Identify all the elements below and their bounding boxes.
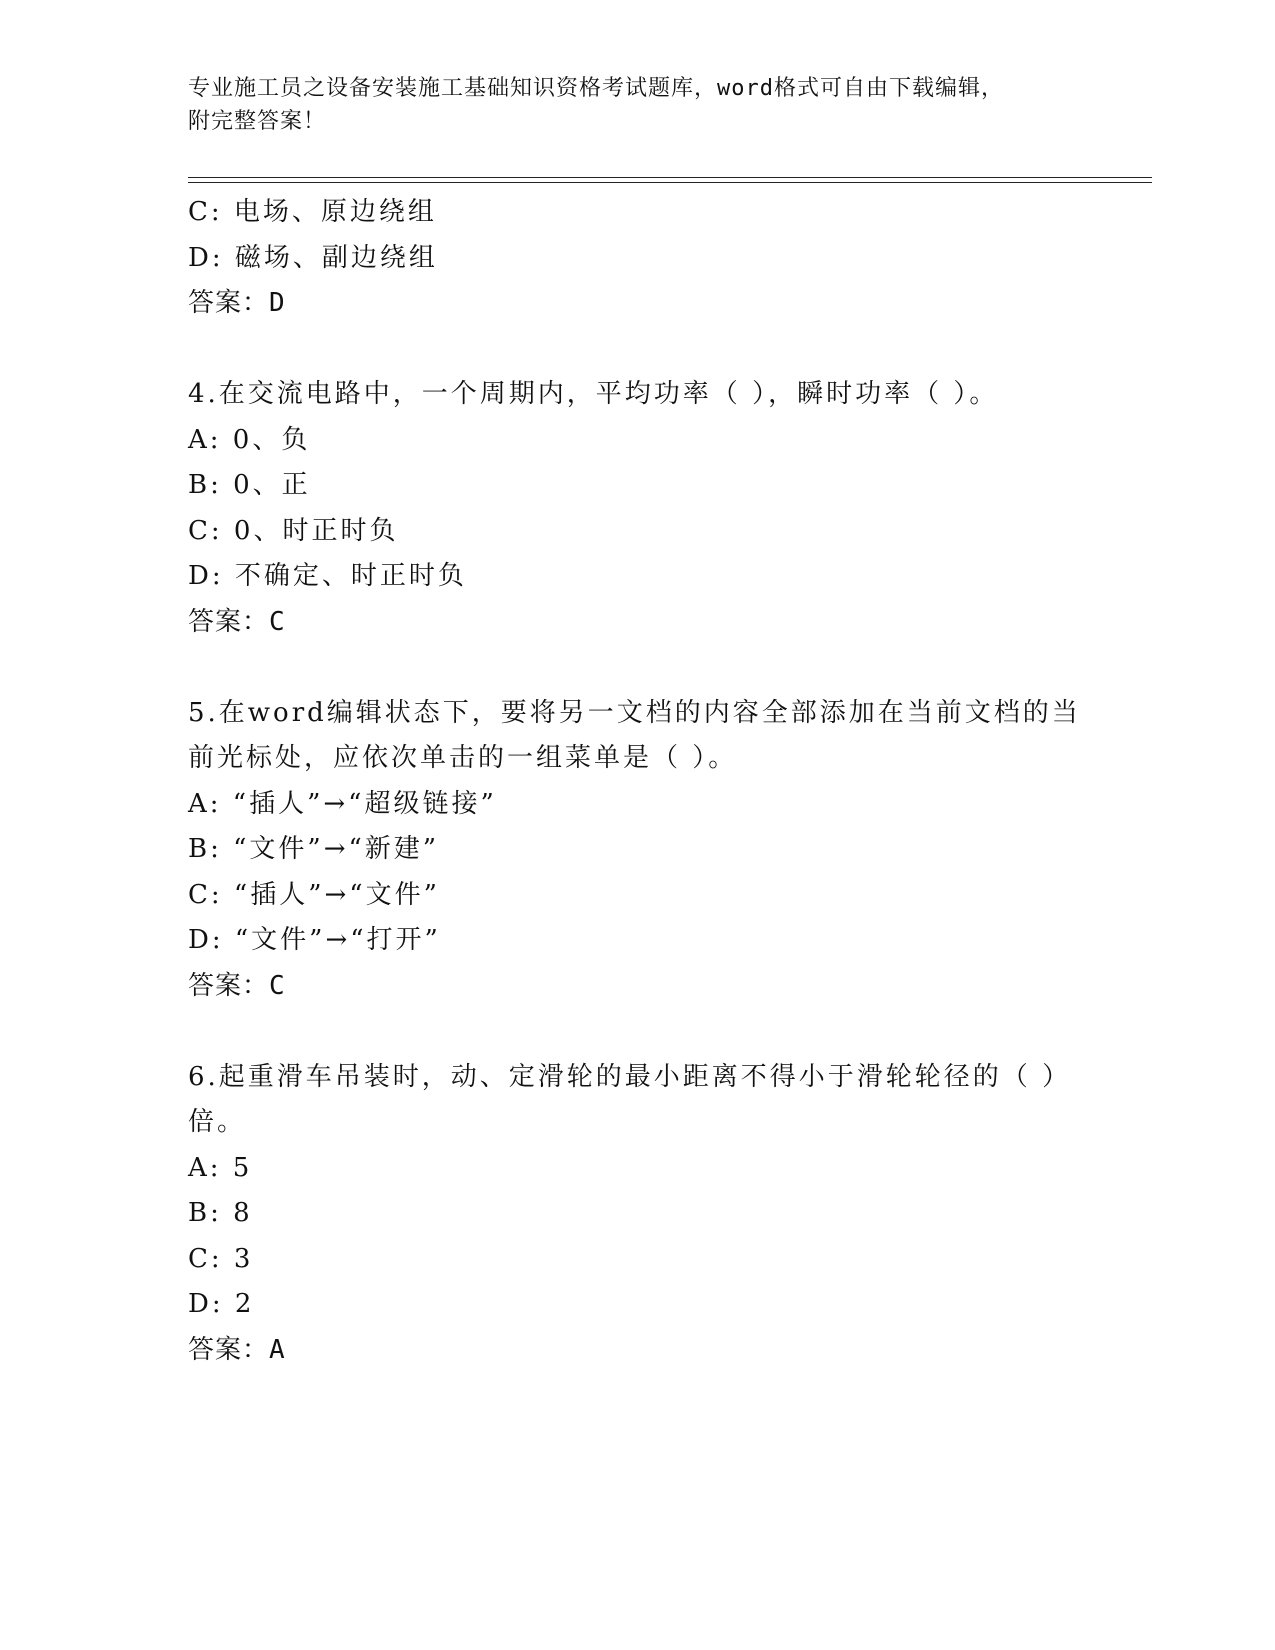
option-a: A: 0、负 [188,424,311,455]
question-4 [188,372,1088,645]
option-c: C: 0、时正时负 [188,515,399,546]
answer: 答案：C [188,606,286,637]
question-text-line-1: 5.在word编辑状态下，要将另一文档的内容全部添加在当前文档的当 [188,697,1081,728]
option-a: A: “插人”→“超级链接” [188,788,497,819]
option-c: C: 电场、原边绕组 [188,197,437,227]
question-3-continued [188,190,1088,327]
header-line-2: 附完整答案！ [188,109,327,134]
option-a: A: 5 [188,1152,253,1183]
document-header [188,72,1088,138]
spacer [188,327,1088,373]
question-content [188,190,1088,1373]
answer: 答案：C [188,970,286,1001]
question-text-line-1: 6.起重滑车吊装时，动、定滑轮的最小距离不得小于滑轮轮径的（ ） [188,1061,1072,1092]
option-b: B: 0、正 [188,470,311,500]
option-d: D: 2 [188,1289,255,1319]
option-b: B: “文件”→“新建” [188,834,440,864]
question-5 [188,691,1088,1010]
option-c: C: 3 [188,1243,254,1274]
option-c: C: “插人”→“文件” [188,879,440,910]
option-d: D: 不确定、时正时负 [188,561,467,591]
question-text-line-2: 倍。 [188,1107,247,1137]
header-divider-bottom [188,182,1152,183]
question-text: 4.在交流电路中，一个周期内，平均功率（ ），瞬时功率（ ）。 [188,379,999,409]
question-text-line-2: 前光标处，应依次单击的一组菜单是（ ）。 [188,743,738,773]
header-line-1: 专业施工员之设备安装施工基础知识资格考试题库，word格式可自由下载编辑， [188,76,1004,101]
spacer [188,645,1088,691]
answer: 答案：A [188,1334,286,1365]
spacer [188,1009,1088,1055]
option-d: D: 磁场、副边绕组 [188,242,438,273]
option-d: D: “文件”→“打开” [188,925,441,955]
answer: 答案：D [188,288,286,318]
question-6 [188,1055,1088,1374]
option-b: B: 8 [188,1198,253,1228]
header-divider-top [188,177,1152,178]
